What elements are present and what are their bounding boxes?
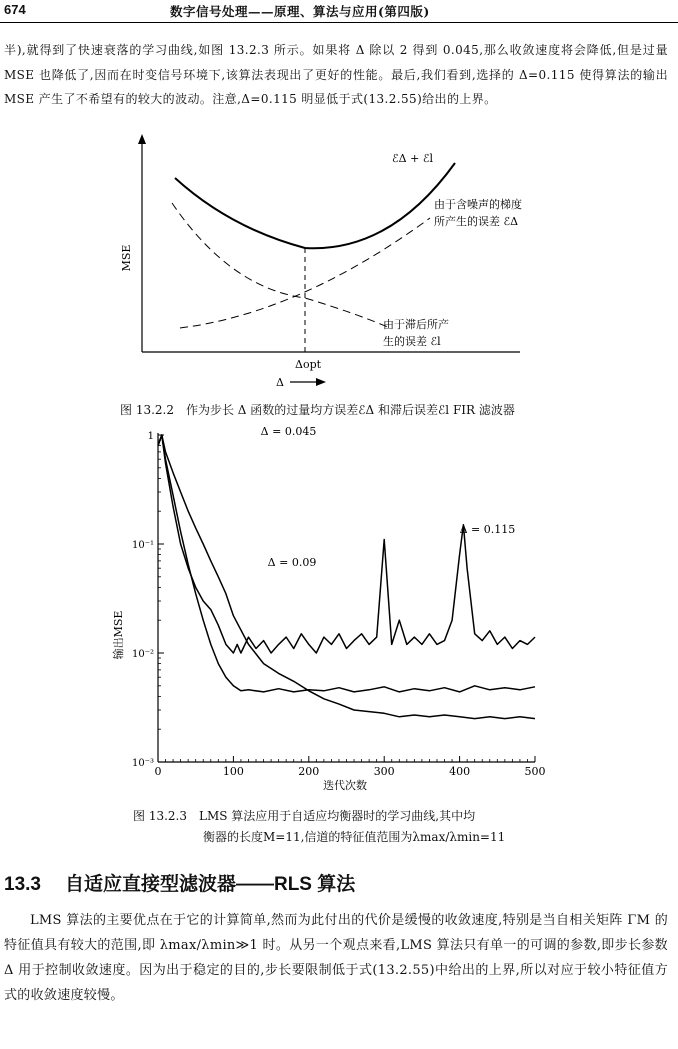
chart-x-tick-label: 400 bbox=[449, 765, 471, 778]
paragraph-1: 半),就得到了快速衰落的学习曲线,如图 13.2.3 所示。如果将 Δ 除以 2 得到 0.045,那么收敛速度将会降低,但是过量 MSE 也降低了,因而在时变信号环境下,该算法表现出了更好的性能。最后,我们看到,选择的 Δ=0.115 使得算法的输出 MSE 产生了不希望有的较大的波动。注意,Δ=0.115 明显低于式(13.2.55)给出的上界。 bbox=[4, 43, 668, 106]
chart-x-tick-label: 200 bbox=[298, 765, 320, 778]
paragraph-2-text: LMS 算法的主要优点在于它的计算简单,然而为此付出的代价是缓慢的收敛速度,特别是当自相关矩阵 ΓM 的特征值具有较大的范围,即 λmax/λmin≫1 时。从另一个观点来看,LMS 算法只有单一的可调的参数,即步长参数 Δ 用于控制收敛速度。因为出于稳定的目的,步长要限制低于式(13.2.55)中给出的上界,所以对应于较小特征值方式的收敛速度较慢。 bbox=[4, 913, 668, 1003]
fig1-noise-label-1: 由于含噪声的梯度 bbox=[434, 198, 522, 211]
section-heading bbox=[4, 869, 355, 896]
section-title: 自适应直接型滤波器——RLS 算法 bbox=[64, 874, 356, 895]
fig1-opt-label: Δopt bbox=[295, 358, 322, 371]
figure-13-2-2-caption: 图 13.2.2 作为步长 Δ 函数的过量均方误差ℰΔ 和滞后误差ℰl FIR 滤波器 bbox=[120, 403, 515, 417]
page-number: 674 bbox=[4, 2, 26, 17]
fig1-x-arrow-head bbox=[316, 378, 326, 386]
header-rule bbox=[0, 22, 678, 23]
figure-13-2-3-caption-line2: 衡器的长度M=11,信道的特征值范围为λmax/λmin=11 bbox=[203, 830, 506, 844]
fig1-ylabel: MSE bbox=[120, 244, 133, 272]
chart-series-label: Δ = 0.045 bbox=[260, 425, 317, 438]
chart-ylabel: 输出MSE bbox=[112, 610, 125, 660]
section-number: 13.3 bbox=[4, 874, 41, 895]
figure-13-2-2 bbox=[100, 128, 560, 398]
chart-series-label: Δ = 0.09 bbox=[267, 555, 317, 569]
chart-y-tick-label: 1 bbox=[147, 431, 154, 442]
figure-13-2-3-chart bbox=[100, 425, 560, 800]
chart-x-tick-label: 300 bbox=[373, 765, 395, 778]
fig1-sum-curve bbox=[175, 163, 455, 248]
fig1-noise-label-2: 所产生的误差 ℰΔ bbox=[434, 215, 519, 228]
chart-x-tick-label: 0 bbox=[154, 765, 162, 778]
fig1-y-arrow bbox=[138, 134, 146, 144]
chart-series-line bbox=[158, 435, 535, 653]
paragraph-2 bbox=[4, 908, 668, 1008]
chart-x-tick-label: 100 bbox=[222, 765, 244, 778]
chart-x-tick-label: 500 bbox=[524, 765, 546, 778]
chart-xlabel: 迭代次数 bbox=[323, 779, 367, 792]
fig1-lag-label-1: 由于滞后所产 bbox=[383, 318, 449, 331]
chart-series-line bbox=[158, 435, 535, 692]
chart-y-tick-label: 10⁻³ bbox=[131, 758, 154, 769]
chart-y-tick-label: 10⁻¹ bbox=[131, 540, 154, 551]
fig1-lag-label-2: 生的误差 ℰl bbox=[383, 335, 441, 348]
chart-series-line bbox=[158, 435, 535, 719]
figure-13-2-3-caption-line1: 图 13.2.3 LMS 算法应用于自适应均衡器时的学习曲线,其中均 bbox=[133, 809, 476, 823]
page-header bbox=[0, 0, 678, 22]
running-title: 数字信号处理——原理、算法与应用(第四版) bbox=[170, 4, 430, 19]
fig1-xlabel: Δ bbox=[276, 376, 284, 389]
chart-y-tick-label: 10⁻² bbox=[131, 649, 154, 660]
chart-series-label: Δ = 0.115 bbox=[459, 523, 516, 537]
fig1-sum-label: ℰΔ + ℰl bbox=[392, 152, 433, 165]
